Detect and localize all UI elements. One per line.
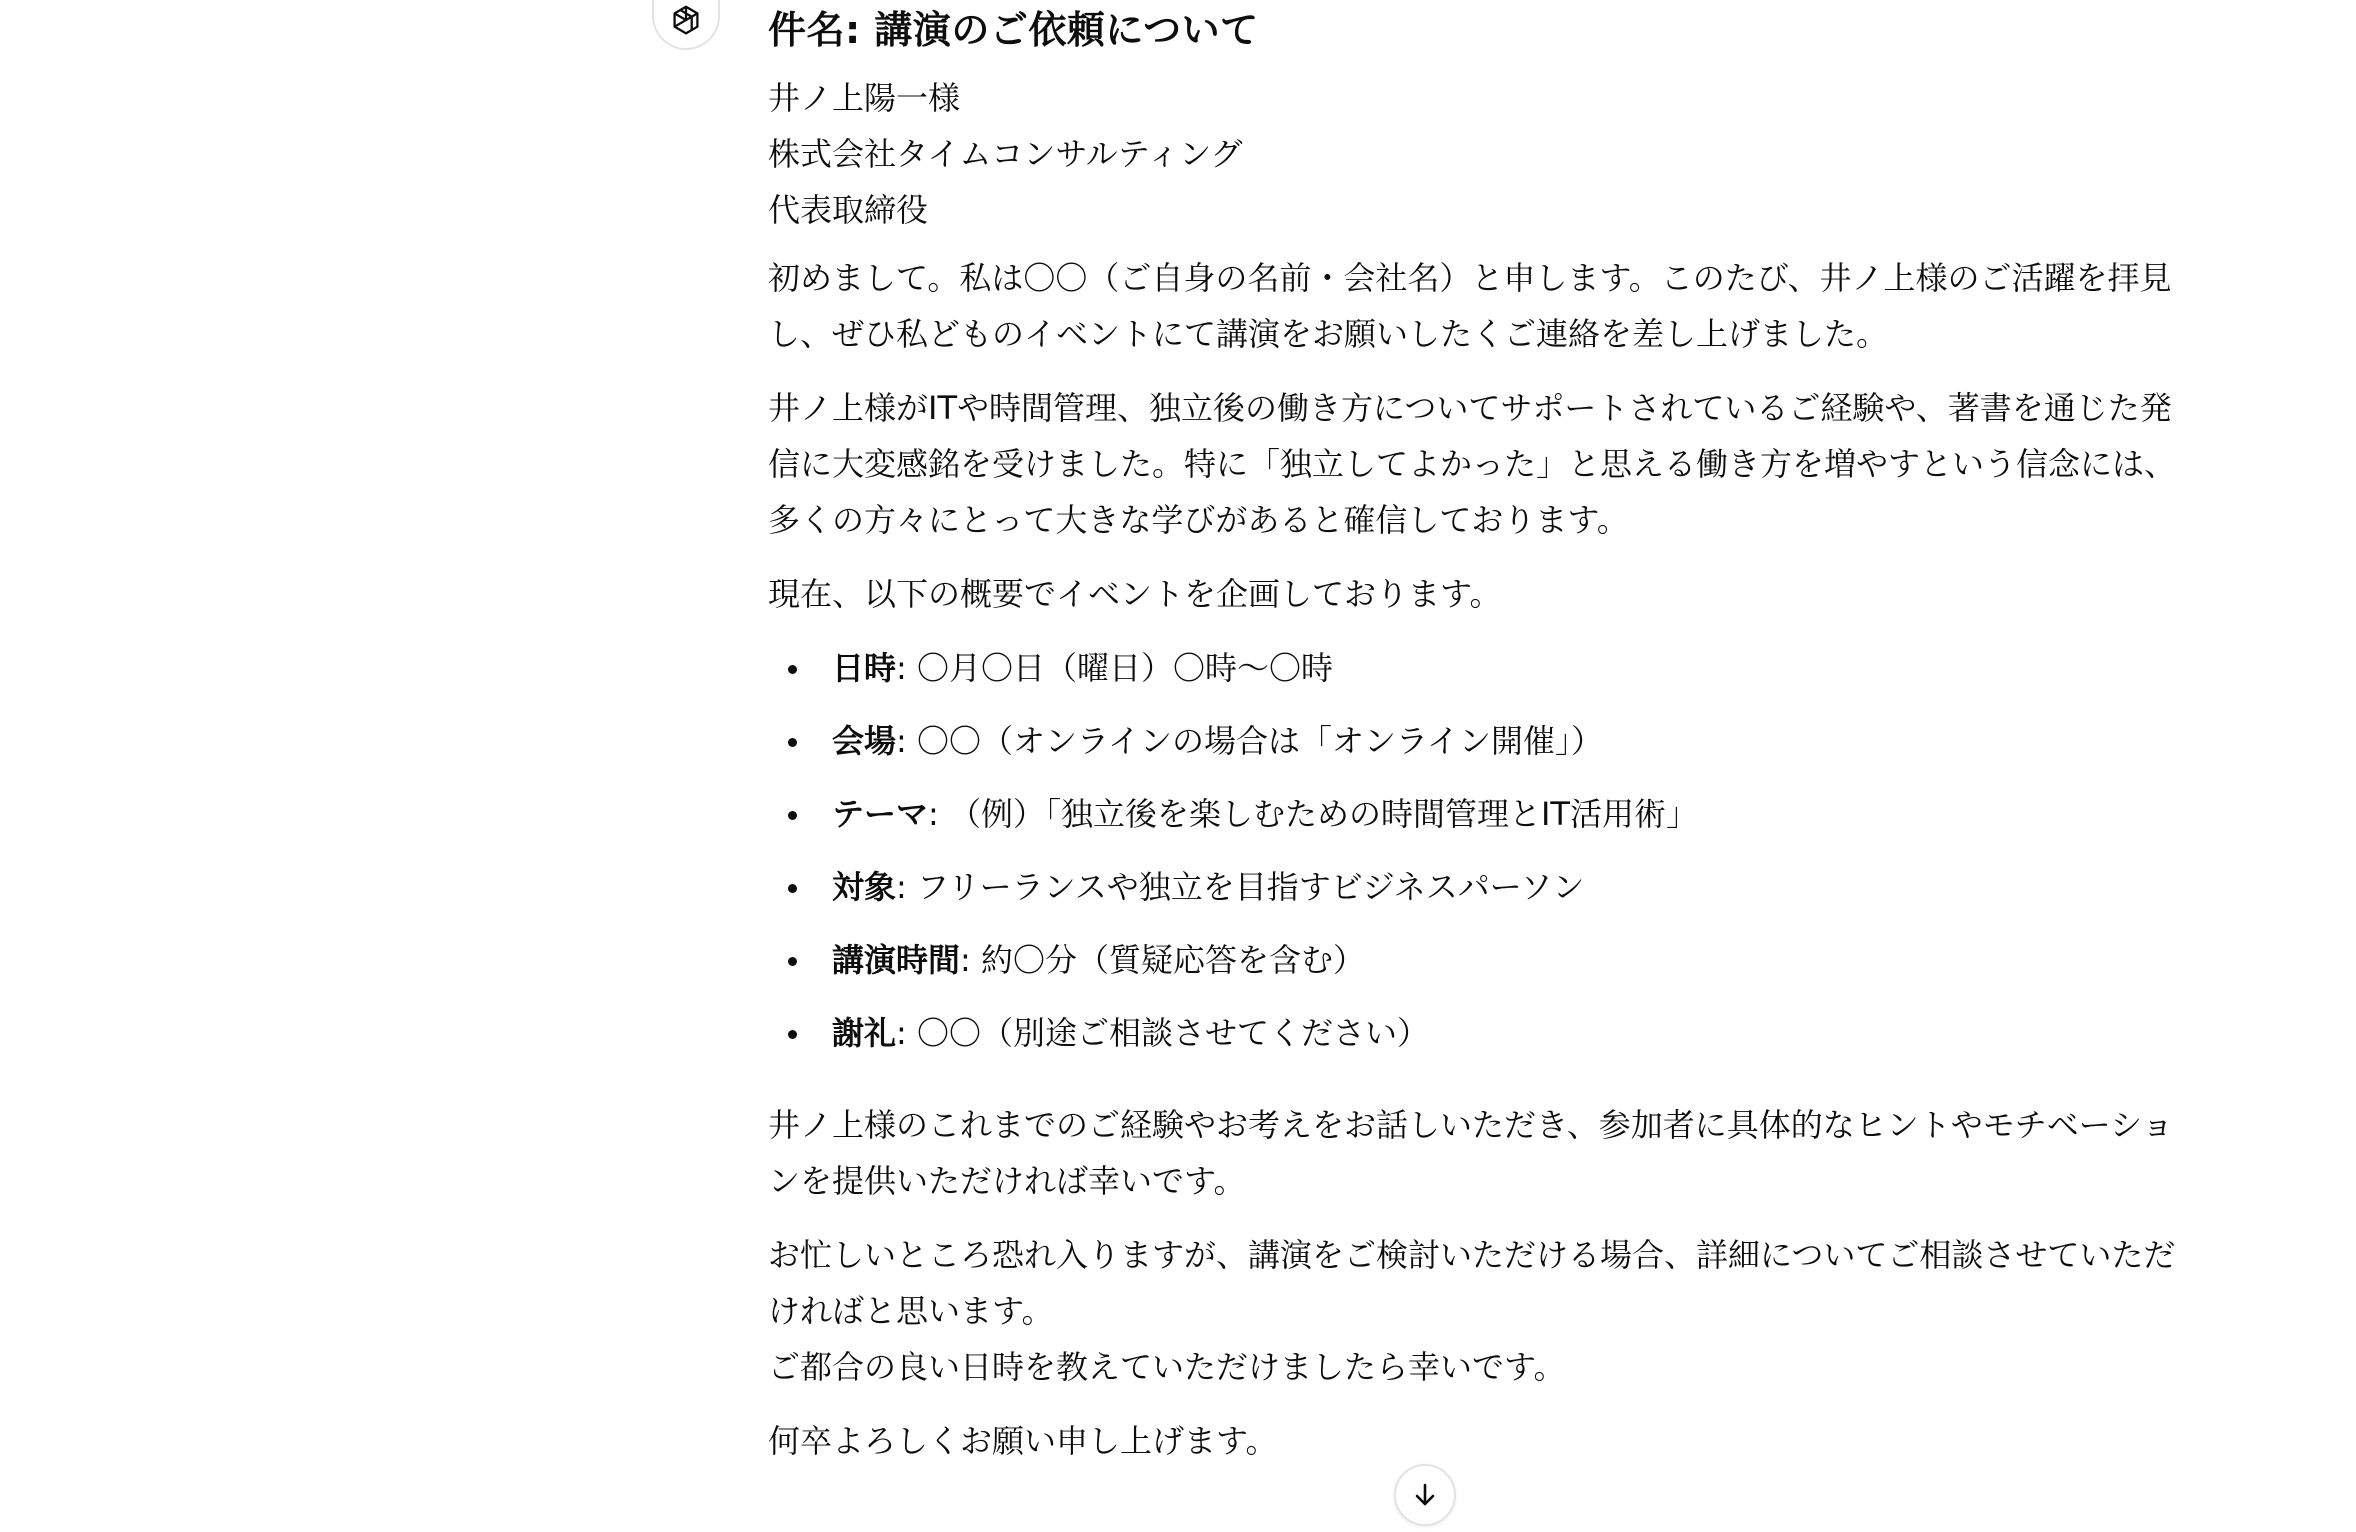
arrow-down-icon <box>1410 1480 1440 1510</box>
detail-value: : 〇月〇日（曜日）〇時〜〇時 <box>896 649 1333 687</box>
detail-value: : 〇〇（別途ご相談させてください） <box>896 1014 1429 1052</box>
assistant-avatar <box>652 0 720 50</box>
detail-value: : 約〇分（質疑応答を含む） <box>960 941 1365 979</box>
list-item <box>788 932 2198 988</box>
detail-label: 謝礼 <box>832 1014 897 1052</box>
email-subject: 件名: 講演のご依頼について <box>768 8 1259 52</box>
detail-label: 日時 <box>832 649 897 687</box>
detail-value: : 〇〇（オンラインの場合は「オンライン開催」） <box>896 722 1604 760</box>
intro-paragraph: 初めまして。私は〇〇（ご自身の名前・会社名）と申します。このたび、井ノ上様のご活躍を拝見し、ぜひ私どものイベントにて講演をお願いしたくご連絡を差し上げました。 <box>768 259 2172 353</box>
list-item <box>788 786 2198 842</box>
closing-paragraph-3: 何卒よろしくお願い申し上げます。 <box>768 1422 1278 1460</box>
list-item <box>788 640 2198 696</box>
praise-paragraph: 井ノ上様がITや時間管理、独立後の働き方についてサポートされているご経験や、著書を通じた発信に大変感銘を受けました。特に「独立してよかった」と思える働き方を増やすという信念には、多くの方々にとって大きな学びがあると確信しております。 <box>768 389 2177 539</box>
detail-label: テーマ <box>832 795 929 833</box>
detail-label: 会場 <box>832 722 897 760</box>
openai-logo-icon <box>667 2 705 40</box>
scroll-to-bottom-button[interactable] <box>1394 1464 1456 1526</box>
detail-value: : フリーランスや独立を目指すビジネスパーソン <box>896 868 1585 906</box>
recipient-title: 代表取締役 <box>768 191 929 229</box>
detail-value: : （例）「独立後を楽しむための時間管理とIT活用術」 <box>928 795 1698 833</box>
closing-paragraph-2: ご都合の良い日時を教えていただけましたら幸いです。 <box>768 1348 1566 1386</box>
list-item <box>788 859 2198 915</box>
recipient-name: 井ノ上陽一様 <box>768 79 961 117</box>
overview-intro: 現在、以下の概要でイベントを企画しております。 <box>768 575 1502 613</box>
recipient-company: 株式会社タイムコンサルティング <box>768 135 1243 173</box>
assistant-message <box>768 0 2198 1487</box>
closing-paragraph-1: お忙しいところ恐れ入りますが、講演をご検討いただける場合、詳細についてご相談させていただければと思います。 <box>768 1236 2176 1330</box>
detail-label: 講演時間 <box>832 941 961 979</box>
list-item <box>788 713 2198 769</box>
detail-label: 対象 <box>832 868 897 906</box>
list-item <box>788 1005 2198 1061</box>
request-paragraph: 井ノ上様のこれまでのご経験やお考えをお話しいただき、参加者に具体的なヒントやモチベーションを提供いただければ幸いです。 <box>768 1106 2174 1200</box>
event-details-list <box>768 640 2198 1061</box>
recipient-block <box>768 70 2198 238</box>
